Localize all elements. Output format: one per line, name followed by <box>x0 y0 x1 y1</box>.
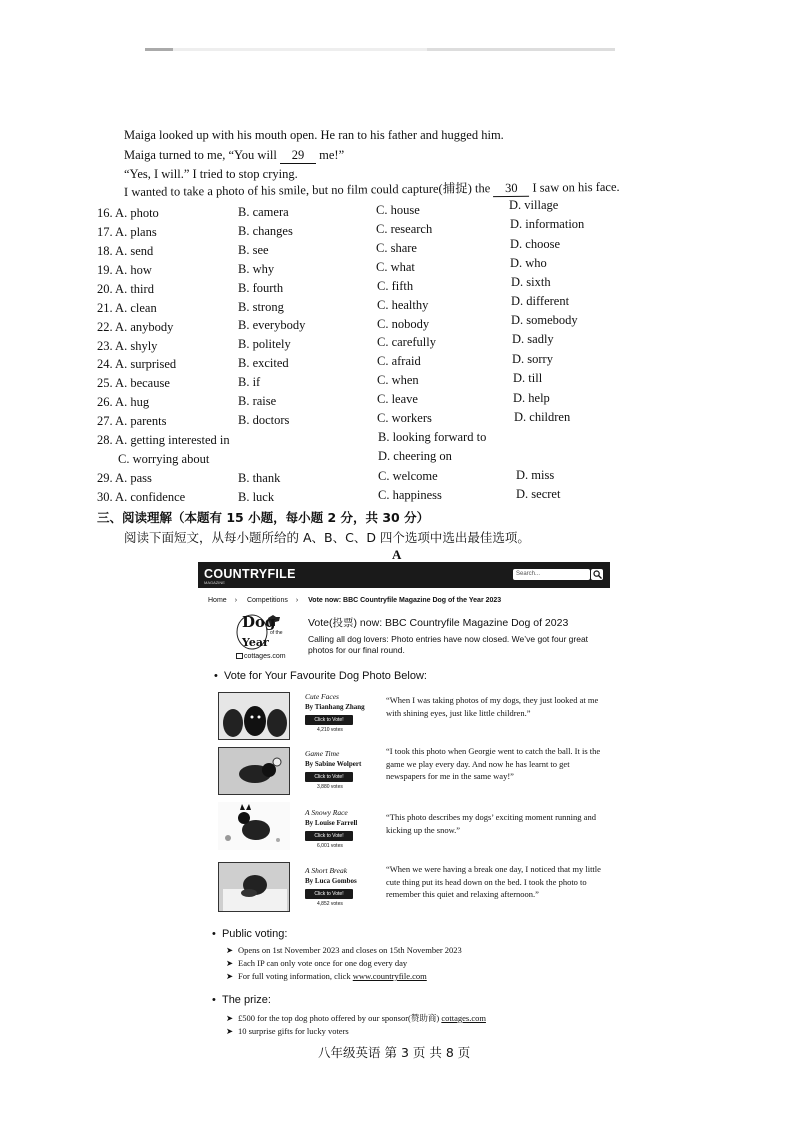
dog-photo-icon <box>219 748 290 795</box>
vote-count: 4,210 votes <box>317 727 343 733</box>
breadcrumb-current: Vote now: BBC Countryfile Magazine Dog of the Year 2023 <box>308 597 502 604</box>
arrow-right-icon: ➤ <box>226 945 234 955</box>
arrow-right-icon: ➤ <box>226 971 234 981</box>
site-header <box>198 562 610 588</box>
vote-heading: • Vote for Your Favourite Dog Photo Below: <box>214 670 427 682</box>
list-item: ➤ 10 surprise gifts for lucky voters <box>226 1026 349 1036</box>
option: C. happiness <box>378 488 442 502</box>
website-screenshot <box>198 562 610 1042</box>
option: D. village <box>509 198 559 212</box>
vote-button[interactable]: Click to Vote! <box>305 831 353 841</box>
countryfile-link[interactable]: www.countryfile.com <box>352 971 427 981</box>
option: B. raise <box>238 394 277 408</box>
vote-count: 4,852 votes <box>317 901 343 907</box>
option: B. luck <box>238 490 275 504</box>
option: 20. A. third <box>97 282 154 296</box>
option: 24. A. surprised <box>97 357 177 371</box>
dog-photo-icon <box>218 802 290 850</box>
option: D. who <box>510 256 547 270</box>
option: 17. A. plans <box>97 225 157 239</box>
search-button[interactable] <box>591 569 603 580</box>
option: C. worrying about <box>118 452 210 466</box>
option: B. see <box>238 243 269 257</box>
option: D. cheering on <box>378 449 452 463</box>
option: B. everybody <box>238 318 306 332</box>
entry-meta: A Short Break By Luca Gombos Click to Vote! 4,852 votes <box>305 866 385 907</box>
option: 22. A. anybody <box>97 320 174 334</box>
option: C. nobody <box>377 317 430 331</box>
story-line-4: I wanted to take a photo of his smile, but no film could capture(捕捉) the 30 I saw on his face. <box>123 179 620 199</box>
option: B. if <box>238 375 261 389</box>
option: D. sixth <box>511 275 551 289</box>
option: D. secret <box>516 487 561 501</box>
dog-photo-game-time[interactable] <box>218 747 290 795</box>
option: D. information <box>510 217 585 231</box>
blank-30: 30 <box>493 181 529 197</box>
arrow-right-icon: ➤ <box>226 1026 234 1036</box>
list-item: ➤ £500 for the top dog photo offered by our sponsor(赞助商) cottages.com <box>226 1013 486 1023</box>
option: C. what <box>376 260 415 274</box>
bullet-icon: • <box>214 670 224 682</box>
blank-29: 29 <box>280 148 316 164</box>
vote-count: 3,880 votes <box>317 784 343 790</box>
bullet-icon: • <box>212 928 222 940</box>
option: D. sadly <box>512 332 554 346</box>
option: 21. A. clean <box>97 301 157 315</box>
entry-meta: Cute Faces By Tianhang Zhang Click to Vote! 4,210 votes <box>305 692 385 733</box>
option: C. afraid <box>377 354 421 368</box>
option: C. research <box>376 222 433 236</box>
option: 29. A. pass <box>97 471 152 485</box>
option: C. share <box>376 241 417 255</box>
dog-photo-short-break[interactable] <box>218 862 290 912</box>
search-icon <box>593 570 602 579</box>
dog-photo-cute-faces[interactable] <box>218 692 290 740</box>
cottages-link[interactable]: cottages.com <box>441 1013 486 1023</box>
entry-meta: Game Time By Sabine Wolpert Click to Vote! 3,880 votes <box>305 749 385 790</box>
option: C. carefully <box>377 335 437 349</box>
section-instruction: 阅读下面短文，从每小题所给的 A、B、C、D 四个选项中选出最佳选项。 <box>124 530 530 545</box>
option: 18. A. send <box>97 244 154 258</box>
dog-photo-snowy-race[interactable] <box>218 802 290 850</box>
arrow-right-icon: ➤ <box>226 958 234 968</box>
option: B. excited <box>238 356 289 370</box>
option: B. doctors <box>238 413 290 427</box>
option: B. changes <box>238 224 293 238</box>
option: C. house <box>376 203 420 217</box>
story-line-1: Maiga looked up with his mouth open. He ran to his father and hugged him. <box>124 128 504 142</box>
prize-heading: • The prize: <box>212 994 271 1006</box>
page-description: Calling all dog lovers: Photo entries have now closed. We’ve got four great photos for our final round. <box>308 634 589 655</box>
list-item: ➤ Each IP can only vote once for one dog every day <box>226 958 408 968</box>
option: B. looking forward to <box>378 430 487 444</box>
option: 27. A. parents <box>97 414 167 428</box>
option: B. politely <box>238 337 291 351</box>
chevron-right-icon: › <box>295 597 299 604</box>
vote-button[interactable]: Click to Vote! <box>305 772 353 782</box>
dog-photo-icon <box>219 863 290 912</box>
site-logo-sub: MAGAZINE <box>204 580 225 585</box>
option: D. somebody <box>511 313 578 327</box>
entry-quote: “When I was taking photos of my dogs, they just looked at me with shining eyes, just like little children.” <box>386 695 599 718</box>
option: D. children <box>514 410 571 424</box>
breadcrumb-home[interactable]: Home <box>208 597 227 604</box>
bullet-icon: • <box>212 994 222 1006</box>
story-line-2: Maiga turned to me, “You will 29 me!” <box>124 148 345 162</box>
search-input[interactable]: Search... <box>513 569 590 580</box>
public-voting-heading: • Public voting: <box>212 928 288 940</box>
option: B. strong <box>238 300 284 314</box>
option: 23. A. shyly <box>97 339 158 353</box>
scan-top-edge <box>145 48 615 51</box>
story-line-3: “Yes, I will.” I tried to stop crying. <box>124 167 298 181</box>
list-item: ➤ For full voting information, click www.countryfile.com <box>226 971 427 981</box>
option: 30. A. confidence <box>97 490 186 504</box>
option: C. leave <box>377 392 418 406</box>
vote-count: 6,001 votes <box>317 843 343 849</box>
option: C. workers <box>377 411 432 425</box>
section-heading: 三、阅读理解（本题有 15 小题，每小题 2 分，共 30 分） <box>97 510 430 525</box>
prize-list <box>226 1012 486 1038</box>
list-item: ➤ Opens on 1st November 2023 and closes on 15th November 2023 <box>226 945 462 955</box>
page-footer: 八年级英语 第 3 页 共 8 页 <box>318 1045 471 1060</box>
entry-quote: “When we were having a break one day, I noticed that my little cute thing put its head down on the bed. I took the photo to remember this quiet and relaxing afternoon.” <box>386 864 601 899</box>
option: C. fifth <box>377 279 414 293</box>
entry-quote: “I took this photo when Georgie went to catch the ball. It is the game we play every day. And now he has learnt to get newspapers for me in the same way!” <box>386 746 601 781</box>
site-logo[interactable]: COUNTRYFILE <box>204 567 296 581</box>
dog-of-the-year-logo: Dog of the Year cottages.com <box>234 612 294 662</box>
passage-label: A <box>392 547 402 562</box>
vote-button[interactable]: Click to Vote! <box>305 889 353 899</box>
option: 26. A. hug <box>97 395 150 409</box>
entry-meta: A Snowy Race By Louise Farrell Click to Vote! 6,001 votes <box>305 808 385 849</box>
option: B. camera <box>238 205 289 219</box>
option: D. different <box>511 294 570 308</box>
chevron-right-icon: › <box>234 597 238 604</box>
option: 16. A. photo <box>97 206 159 220</box>
option: D. sorry <box>512 352 553 366</box>
breadcrumb <box>208 597 509 604</box>
cottages-logo: cottages.com <box>236 653 286 660</box>
option: C. when <box>377 373 419 387</box>
option: D. help <box>513 391 550 405</box>
public-voting-list <box>226 944 462 983</box>
option: C. welcome <box>378 469 438 483</box>
option: D. miss <box>516 468 555 482</box>
option: 28. A. getting interested in <box>97 433 230 447</box>
option: D. till <box>513 371 543 385</box>
option: B. why <box>238 262 275 276</box>
arrow-right-icon: ➤ <box>226 1013 234 1023</box>
option: B. thank <box>238 471 281 485</box>
option: 25. A. because <box>97 376 170 390</box>
entry-quote: “This photo describes my dogs’ exciting moment running and kicking up the snow.” <box>386 812 596 835</box>
option: 19. A. how <box>97 263 152 277</box>
vote-button[interactable]: Click to Vote! <box>305 715 353 725</box>
home-icon <box>236 653 243 659</box>
option: B. fourth <box>238 281 284 295</box>
page-title: Vote(投票) now: BBC Countryfile Magazine Dog of 2023 <box>308 617 569 629</box>
option: C. healthy <box>377 298 429 312</box>
dog-photo-icon <box>219 693 290 740</box>
option: D. choose <box>510 237 560 251</box>
breadcrumb-competitions[interactable]: Competitions <box>246 597 288 604</box>
